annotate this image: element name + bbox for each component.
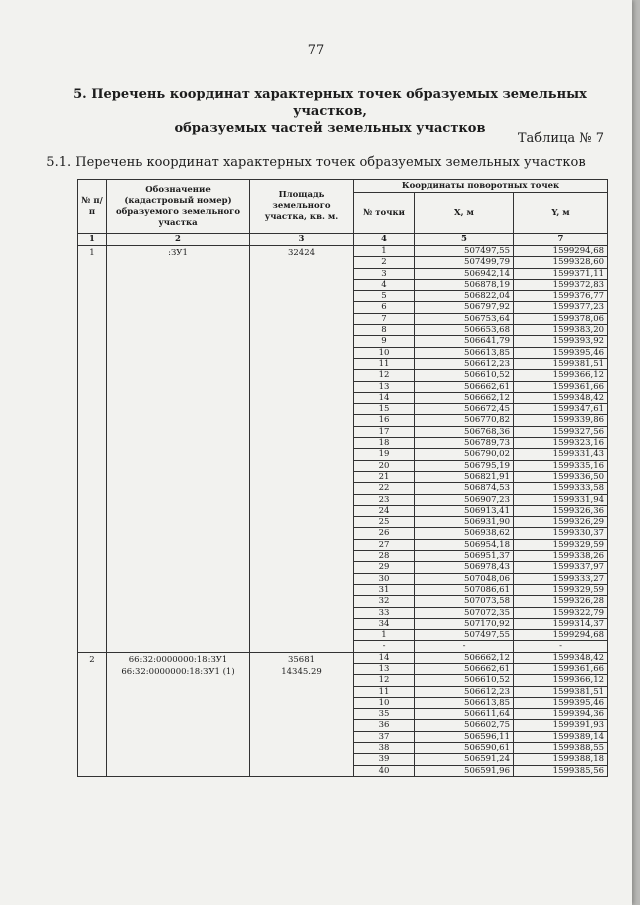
x-coordinate: 506789,73 bbox=[415, 438, 514, 449]
section-heading-line-1: 5. Перечень координат характерных точек образуемых земельных участков, bbox=[73, 87, 587, 119]
x-coordinate: 507048,06 bbox=[415, 573, 514, 584]
y-coordinate: 1599381,51 bbox=[514, 686, 608, 697]
x-coordinate: 506662,12 bbox=[415, 392, 514, 403]
x-coordinate: 506611,64 bbox=[415, 709, 514, 720]
point-number: 34 bbox=[354, 618, 415, 629]
x-coordinate: 506672,45 bbox=[415, 404, 514, 415]
point-number: 1 bbox=[354, 630, 415, 641]
y-coordinate: 1599381,51 bbox=[514, 358, 608, 369]
y-coordinate: 1599372,83 bbox=[514, 279, 608, 290]
point-number: 22 bbox=[354, 483, 415, 494]
y-coordinate: 1599327,56 bbox=[514, 426, 608, 437]
y-coordinate: 1599366,12 bbox=[514, 675, 608, 686]
x-coordinate: 506931,90 bbox=[415, 517, 514, 528]
x-coordinate: 506612,23 bbox=[415, 358, 514, 369]
x-coordinate: 506591,96 bbox=[415, 765, 514, 776]
point-number: 4 bbox=[354, 279, 415, 290]
section-heading-line-2: образуемых частей земельных участков bbox=[174, 121, 486, 136]
point-number: 13 bbox=[354, 663, 415, 674]
point-number: 1 bbox=[354, 246, 415, 257]
parcel-number: 1 bbox=[78, 246, 107, 653]
y-coordinate: 1599328,60 bbox=[514, 257, 608, 268]
y-coordinate: 1599323,16 bbox=[514, 438, 608, 449]
x-coordinate: 506797,92 bbox=[415, 302, 514, 313]
x-coordinate: 506662,12 bbox=[415, 652, 514, 663]
x-coordinate: 506790,02 bbox=[415, 449, 514, 460]
y-coordinate: 1599336,50 bbox=[514, 471, 608, 482]
x-coordinate: 506951,37 bbox=[415, 551, 514, 562]
x-coordinate: 506653,68 bbox=[415, 325, 514, 336]
point-number: 27 bbox=[354, 539, 415, 550]
y-coordinate: 1599330,37 bbox=[514, 528, 608, 539]
y-coordinate: 1599385,56 bbox=[514, 765, 608, 776]
y-coordinate: 1599361,66 bbox=[514, 381, 608, 392]
x-coordinate: 506610,52 bbox=[415, 370, 514, 381]
x-coordinate: 506753,64 bbox=[415, 313, 514, 324]
point-number: 37 bbox=[354, 731, 415, 742]
point-number: 32 bbox=[354, 596, 415, 607]
y-coordinate: 1599378,06 bbox=[514, 313, 608, 324]
y-coordinate: 1599394,36 bbox=[514, 709, 608, 720]
y-coordinate: 1599326,29 bbox=[514, 517, 608, 528]
point-number: 8 bbox=[354, 325, 415, 336]
y-coordinate: 1599389,14 bbox=[514, 731, 608, 742]
point-number: 21 bbox=[354, 471, 415, 482]
y-coordinate: 1599326,36 bbox=[514, 505, 608, 516]
column-number-row bbox=[78, 234, 608, 246]
point-number: 3 bbox=[354, 268, 415, 279]
point-number: 17 bbox=[354, 426, 415, 437]
x-coordinate: 507497,55 bbox=[415, 630, 514, 641]
column-number: 4 bbox=[354, 234, 415, 246]
x-coordinate: 506590,61 bbox=[415, 743, 514, 754]
x-coordinate: 506795,19 bbox=[415, 460, 514, 471]
y-coordinate: 1599366,12 bbox=[514, 370, 608, 381]
point-number: 29 bbox=[354, 562, 415, 573]
point-number: 19 bbox=[354, 449, 415, 460]
parcel-area bbox=[250, 652, 354, 776]
header-area: Площадь земельного участка, кв. м. bbox=[250, 180, 354, 234]
column-number: 2 bbox=[107, 234, 250, 246]
y-coordinate: 1599333,58 bbox=[514, 483, 608, 494]
parcel-designation: :ЗУ1 bbox=[107, 246, 250, 653]
point-number: 20 bbox=[354, 460, 415, 471]
point-number: - bbox=[354, 641, 415, 652]
table-row bbox=[78, 652, 608, 663]
x-coordinate: 506613,85 bbox=[415, 347, 514, 358]
y-coordinate: 1599335,16 bbox=[514, 460, 608, 471]
parcel-number: 2 bbox=[78, 652, 107, 776]
x-coordinate: 506878,19 bbox=[415, 279, 514, 290]
x-coordinate: 506612,23 bbox=[415, 686, 514, 697]
point-number: 25 bbox=[354, 517, 415, 528]
point-number: 10 bbox=[354, 347, 415, 358]
point-number: 16 bbox=[354, 415, 415, 426]
point-number: 15 bbox=[354, 404, 415, 415]
y-coordinate: 1599347,61 bbox=[514, 404, 608, 415]
point-number: 12 bbox=[354, 675, 415, 686]
y-coordinate: 1599348,42 bbox=[514, 652, 608, 663]
point-number: 40 bbox=[354, 765, 415, 776]
x-coordinate: 506822,04 bbox=[415, 291, 514, 302]
y-coordinate: 1599294,68 bbox=[514, 246, 608, 257]
point-number: 13 bbox=[354, 381, 415, 392]
parcel-designation-line: 66:32:0000000:18:ЗУ1 bbox=[128, 654, 228, 665]
x-coordinate: 506613,85 bbox=[415, 697, 514, 708]
point-number: 11 bbox=[354, 358, 415, 369]
y-coordinate: 1599322,79 bbox=[514, 607, 608, 618]
y-coordinate: 1599329,59 bbox=[514, 539, 608, 550]
column-number: 1 bbox=[78, 234, 107, 246]
header-num: № п/п bbox=[78, 180, 107, 234]
page-number: 77 bbox=[307, 43, 325, 58]
point-number: 18 bbox=[354, 438, 415, 449]
x-coordinate: 506954,18 bbox=[415, 539, 514, 550]
y-coordinate: 1599391,93 bbox=[514, 720, 608, 731]
header-coordinates: Координаты поворотных точек bbox=[354, 180, 608, 193]
point-number: 36 bbox=[354, 720, 415, 731]
point-number: 2 bbox=[354, 257, 415, 268]
point-number: 30 bbox=[354, 573, 415, 584]
y-coordinate: 1599338,26 bbox=[514, 551, 608, 562]
x-coordinate: 506770,82 bbox=[415, 415, 514, 426]
point-number: 14 bbox=[354, 652, 415, 663]
x-coordinate: 506662,61 bbox=[415, 381, 514, 392]
x-coordinate: 506821,91 bbox=[415, 471, 514, 482]
table-caption: Таблица № 7 bbox=[517, 131, 604, 146]
section-heading bbox=[40, 86, 620, 137]
column-number: 7 bbox=[514, 234, 608, 246]
header-designation: Обозначение (кадастровый номер) образуемого земельного участка bbox=[107, 180, 250, 234]
point-number: 23 bbox=[354, 494, 415, 505]
y-coordinate: 1599377,23 bbox=[514, 302, 608, 313]
point-number: 26 bbox=[354, 528, 415, 539]
parcel-area: 32424 bbox=[250, 246, 354, 653]
point-number: 24 bbox=[354, 505, 415, 516]
point-number: 14 bbox=[354, 392, 415, 403]
subsection-heading: 5.1. Перечень координат характерных точек образуемых земельных участков bbox=[46, 155, 586, 170]
y-coordinate: 1599314,37 bbox=[514, 618, 608, 629]
y-coordinate: 1599333,27 bbox=[514, 573, 608, 584]
x-coordinate: 506913,41 bbox=[415, 505, 514, 516]
point-number: 6 bbox=[354, 302, 415, 313]
y-coordinate: 1599395,46 bbox=[514, 697, 608, 708]
header-x: X, м bbox=[415, 193, 514, 234]
point-number: 7 bbox=[354, 313, 415, 324]
point-number: 10 bbox=[354, 697, 415, 708]
y-coordinate: 1599361,66 bbox=[514, 663, 608, 674]
column-number: 5 bbox=[415, 234, 514, 246]
header-y: Y, м bbox=[514, 193, 608, 234]
y-coordinate: 1599376,77 bbox=[514, 291, 608, 302]
y-coordinate: 1599388,55 bbox=[514, 743, 608, 754]
x-coordinate: 506768,36 bbox=[415, 426, 514, 437]
x-coordinate: 507072,35 bbox=[415, 607, 514, 618]
coordinates-table-body bbox=[78, 246, 608, 777]
y-coordinate: 1599339,86 bbox=[514, 415, 608, 426]
x-coordinate: 507170,92 bbox=[415, 618, 514, 629]
y-coordinate: 1599331,94 bbox=[514, 494, 608, 505]
x-coordinate: - bbox=[415, 641, 514, 652]
point-number: 12 bbox=[354, 370, 415, 381]
header-point: № точки bbox=[354, 193, 415, 234]
x-coordinate: 507086,61 bbox=[415, 584, 514, 595]
x-coordinate: 506907,23 bbox=[415, 494, 514, 505]
x-coordinate: 506942,14 bbox=[415, 268, 514, 279]
parcel-area-line: 14345.29 bbox=[281, 666, 322, 677]
parcel-designation bbox=[107, 652, 250, 776]
x-coordinate: 506602,75 bbox=[415, 720, 514, 731]
parcel-area-line: 35681 bbox=[287, 654, 316, 665]
point-number: 35 bbox=[354, 709, 415, 720]
y-coordinate: 1599388,18 bbox=[514, 754, 608, 765]
y-coordinate: 1599331,43 bbox=[514, 449, 608, 460]
x-coordinate: 506641,79 bbox=[415, 336, 514, 347]
point-number: 39 bbox=[354, 754, 415, 765]
x-coordinate: 506662,61 bbox=[415, 663, 514, 674]
y-coordinate: 1599383,20 bbox=[514, 325, 608, 336]
point-number: 9 bbox=[354, 336, 415, 347]
coordinates-table bbox=[77, 179, 608, 777]
y-coordinate: 1599337,97 bbox=[514, 562, 608, 573]
y-coordinate: 1599294,68 bbox=[514, 630, 608, 641]
point-number: 38 bbox=[354, 743, 415, 754]
x-coordinate: 506978,43 bbox=[415, 562, 514, 573]
parcel-designation-line: 66:32:0000000:18:ЗУ1 (1) bbox=[121, 666, 235, 677]
x-coordinate: 507073,58 bbox=[415, 596, 514, 607]
y-coordinate: 1599395,46 bbox=[514, 347, 608, 358]
x-coordinate: 507499,79 bbox=[415, 257, 514, 268]
point-number: 11 bbox=[354, 686, 415, 697]
point-number: 28 bbox=[354, 551, 415, 562]
point-number: 31 bbox=[354, 584, 415, 595]
y-coordinate: 1599371,11 bbox=[514, 268, 608, 279]
point-number: 33 bbox=[354, 607, 415, 618]
y-coordinate: - bbox=[514, 641, 608, 652]
table-row bbox=[78, 246, 608, 257]
y-coordinate: 1599329,59 bbox=[514, 584, 608, 595]
y-coordinate: 1599348,42 bbox=[514, 392, 608, 403]
x-coordinate: 506938,62 bbox=[415, 528, 514, 539]
x-coordinate: 506610,52 bbox=[415, 675, 514, 686]
x-coordinate: 506874,53 bbox=[415, 483, 514, 494]
column-number: 3 bbox=[250, 234, 354, 246]
x-coordinate: 506591,24 bbox=[415, 754, 514, 765]
x-coordinate: 506596,11 bbox=[415, 731, 514, 742]
point-number: 5 bbox=[354, 291, 415, 302]
y-coordinate: 1599393,92 bbox=[514, 336, 608, 347]
y-coordinate: 1599326,28 bbox=[514, 596, 608, 607]
x-coordinate: 507497,55 bbox=[415, 246, 514, 257]
